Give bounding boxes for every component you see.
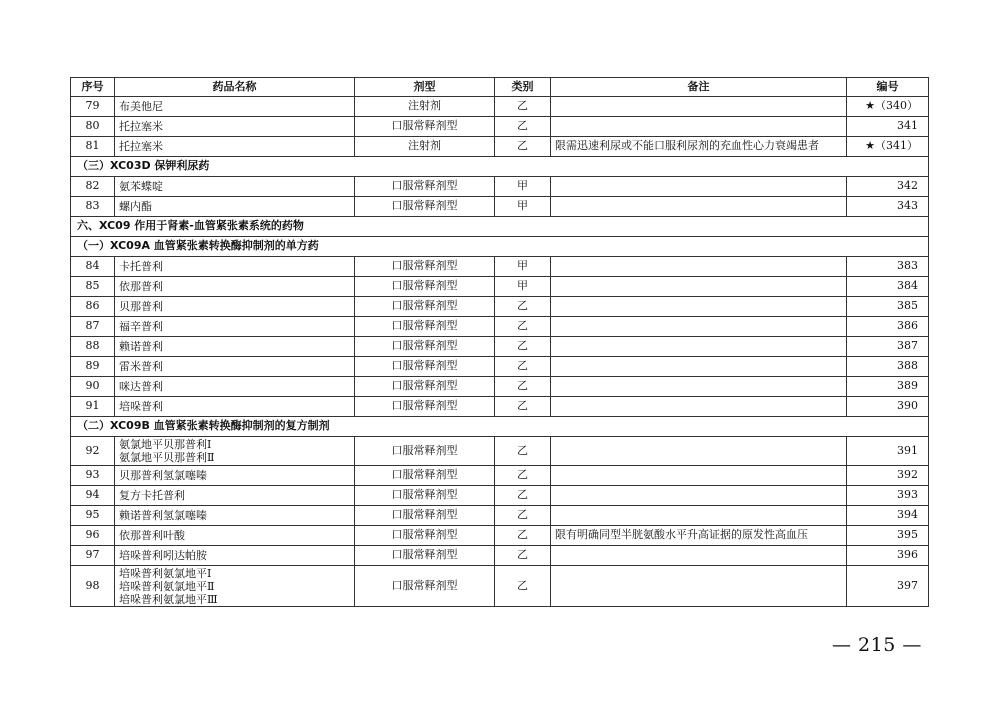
cell-category: 乙 [495,297,551,317]
cell-serial: 96 [71,526,115,546]
drug-name-line: 培哚普利 [119,400,163,413]
cell-code: 384 [847,277,929,297]
cell-category: 乙 [495,466,551,486]
cell-serial: 87 [71,317,115,337]
cell-serial: 79 [71,97,115,117]
cell-code: 341 [847,117,929,137]
cell-category: 乙 [495,117,551,137]
cell-category: 乙 [495,526,551,546]
cell-code: 388 [847,357,929,377]
drug-name-line: 布美他尼 [119,100,163,113]
cell-code: 397 [847,566,929,607]
cell-drug-name [115,357,355,377]
cell-drug-name [115,466,355,486]
cell-category: 乙 [495,97,551,117]
section-heading-row [71,237,929,257]
table-header-row [71,78,929,97]
cell-dosage-form: 口服常释剂型 [355,357,495,377]
cell-remarks: 限需迅速利尿或不能口服利尿剂的充血性心力衰竭患者 [551,137,847,157]
cell-code: 390 [847,397,929,417]
drug-name-line: 培哚普利吲达帕胺 [119,549,207,562]
cell-remarks [551,317,847,337]
cell-dosage-form: 口服常释剂型 [355,466,495,486]
cell-code: 386 [847,317,929,337]
cell-drug-name [115,437,355,466]
cell-drug-name [115,506,355,526]
drug-name-line: 培哚普利氨氯地平Ⅰ [119,566,212,580]
cell-category: 乙 [495,566,551,607]
drug-name-line: 雷米普利 [119,360,163,373]
section-heading-row [71,417,929,437]
cell-drug-name [115,317,355,337]
cell-remarks [551,486,847,506]
table-row [71,117,929,137]
cell-drug-name [115,277,355,297]
table-row [71,257,929,277]
cell-serial: 83 [71,197,115,217]
table-row [71,506,929,526]
table-row [71,337,929,357]
table-row [71,177,929,197]
cell-remarks [551,566,847,607]
cell-dosage-form: 口服常释剂型 [355,197,495,217]
cell-remarks [551,197,847,217]
table-row [71,526,929,546]
cell-remarks [551,377,847,397]
cell-drug-name [115,377,355,397]
drug-name-line: 托拉塞米 [119,120,163,133]
table-row [71,197,929,217]
header-serial: 序号 [71,78,115,97]
table-row [71,397,929,417]
cell-dosage-form: 口服常释剂型 [355,277,495,297]
cell-code: 383 [847,257,929,277]
cell-dosage-form: 口服常释剂型 [355,566,495,607]
cell-code: 385 [847,297,929,317]
cell-dosage-form: 注射剂 [355,97,495,117]
section-heading-row [71,217,929,237]
table-row [71,466,929,486]
cell-serial: 90 [71,377,115,397]
cell-dosage-form: 口服常释剂型 [355,486,495,506]
cell-drug-name [115,337,355,357]
header-drug-name: 药品名称 [115,78,355,97]
cell-code: 391 [847,437,929,466]
header-remarks: 备注 [551,78,847,97]
cell-dosage-form: 注射剂 [355,137,495,157]
table-row [71,437,929,466]
cell-dosage-form: 口服常释剂型 [355,117,495,137]
cell-category: 甲 [495,177,551,197]
cell-remarks [551,337,847,357]
drug-name-line: 福辛普利 [119,320,163,333]
drug-name-line: 培哚普利氨氯地平Ⅲ [119,592,218,606]
cell-code: 343 [847,197,929,217]
section-heading: （一）XC09A 血管紧张素转换酶抑制剂的单方药 [71,237,929,257]
drug-name-line: 依那普利 [119,280,163,293]
cell-serial: 95 [71,506,115,526]
cell-drug-name [115,397,355,417]
cell-drug-name [115,526,355,546]
cell-dosage-form: 口服常释剂型 [355,397,495,417]
cell-drug-name [115,297,355,317]
cell-dosage-form: 口服常释剂型 [355,257,495,277]
cell-dosage-form: 口服常释剂型 [355,177,495,197]
cell-category: 甲 [495,197,551,217]
table-row [71,546,929,566]
drug-name-line: 培哚普利氨氯地平Ⅱ [119,579,215,593]
drug-name-line: 托拉塞米 [119,140,163,153]
cell-drug-name [115,177,355,197]
cell-category: 乙 [495,337,551,357]
cell-serial: 91 [71,397,115,417]
drug-name-line: 依那普利叶酸 [119,529,185,542]
drug-name-line: 卡托普利 [119,260,163,273]
cell-remarks [551,177,847,197]
table-row [71,297,929,317]
cell-drug-name [115,566,355,607]
header-category: 类别 [495,78,551,97]
cell-serial: 94 [71,486,115,506]
cell-code: 396 [847,546,929,566]
table-row [71,486,929,506]
cell-remarks: 限有明确同型半胱氨酸水平升高证据的原发性高血压 [551,526,847,546]
cell-serial: 97 [71,546,115,566]
cell-dosage-form: 口服常释剂型 [355,297,495,317]
drug-name-line: 氨氯地平贝那普利Ⅰ [119,438,212,451]
header-code: 编号 [847,78,929,97]
cell-drug-name [115,257,355,277]
cell-code: 387 [847,337,929,357]
cell-remarks [551,117,847,137]
drug-name-line: 贝那普利 [119,300,163,313]
cell-remarks [551,277,847,297]
cell-drug-name [115,546,355,566]
cell-serial: 85 [71,277,115,297]
cell-serial: 82 [71,177,115,197]
table-row [71,377,929,397]
document-page [70,77,928,607]
cell-remarks [551,257,847,277]
cell-code: 389 [847,377,929,397]
table-row [71,357,929,377]
table-body [71,97,929,607]
cell-remarks [551,466,847,486]
cell-drug-name [115,97,355,117]
cell-dosage-form: 口服常释剂型 [355,526,495,546]
cell-category: 乙 [495,437,551,466]
cell-code: ★（340） [847,97,929,117]
section-heading-row [71,157,929,177]
cell-drug-name [115,117,355,137]
cell-serial: 92 [71,437,115,466]
cell-drug-name [115,486,355,506]
cell-dosage-form: 口服常释剂型 [355,437,495,466]
cell-code: 393 [847,486,929,506]
drug-name-line: 复方卡托普利 [119,489,185,502]
cell-drug-name [115,197,355,217]
cell-serial: 81 [71,137,115,157]
cell-serial: 98 [71,566,115,607]
cell-category: 乙 [495,317,551,337]
cell-category: 乙 [495,377,551,397]
drug-name-line: 螺内酯 [119,200,152,213]
table-row [71,137,929,157]
drug-name-line: 咪达普利 [119,380,163,393]
section-heading: （二）XC09B 血管紧张素转换酶抑制剂的复方制剂 [71,417,929,437]
cell-dosage-form: 口服常释剂型 [355,377,495,397]
cell-serial: 88 [71,337,115,357]
cell-code: ★（341） [847,137,929,157]
cell-dosage-form: 口服常释剂型 [355,337,495,357]
cell-category: 甲 [495,277,551,297]
table-row [71,317,929,337]
cell-code: 394 [847,506,929,526]
table-row [71,97,929,117]
cell-code: 392 [847,466,929,486]
cell-serial: 80 [71,117,115,137]
drug-name-line: 贝那普利氢氯噻嗪 [119,469,207,482]
cell-category: 乙 [495,397,551,417]
drug-name-line: 氨苯蝶啶 [119,180,163,193]
section-heading: 六、XC09 作用于肾素-血管紧张素系统的药物 [71,217,929,237]
cell-serial: 84 [71,257,115,277]
cell-dosage-form: 口服常释剂型 [355,506,495,526]
table-row [71,277,929,297]
cell-serial: 86 [71,297,115,317]
cell-category: 乙 [495,137,551,157]
cell-dosage-form: 口服常释剂型 [355,317,495,337]
cell-category: 甲 [495,257,551,277]
header-dosage-form: 剂型 [355,78,495,97]
section-heading: （三）XC03D 保钾利尿药 [71,157,929,177]
cell-remarks [551,357,847,377]
cell-remarks [551,506,847,526]
cell-code: 395 [847,526,929,546]
cell-remarks [551,437,847,466]
drug-name-line: 赖诺普利氢氯噻嗪 [119,509,207,522]
cell-category: 乙 [495,546,551,566]
drug-name-line: 赖诺普利 [119,340,163,353]
cell-drug-name [115,137,355,157]
drug-table [70,77,929,607]
cell-remarks [551,97,847,117]
cell-category: 乙 [495,357,551,377]
cell-code: 342 [847,177,929,197]
page-number: — 215 — [832,634,922,656]
table-row [71,566,929,607]
cell-dosage-form: 口服常释剂型 [355,546,495,566]
cell-serial: 89 [71,357,115,377]
cell-category: 乙 [495,486,551,506]
cell-category: 乙 [495,506,551,526]
cell-remarks [551,297,847,317]
cell-serial: 93 [71,466,115,486]
drug-name-line: 氨氯地平贝那普利Ⅱ [119,451,215,464]
cell-remarks [551,546,847,566]
cell-remarks [551,397,847,417]
